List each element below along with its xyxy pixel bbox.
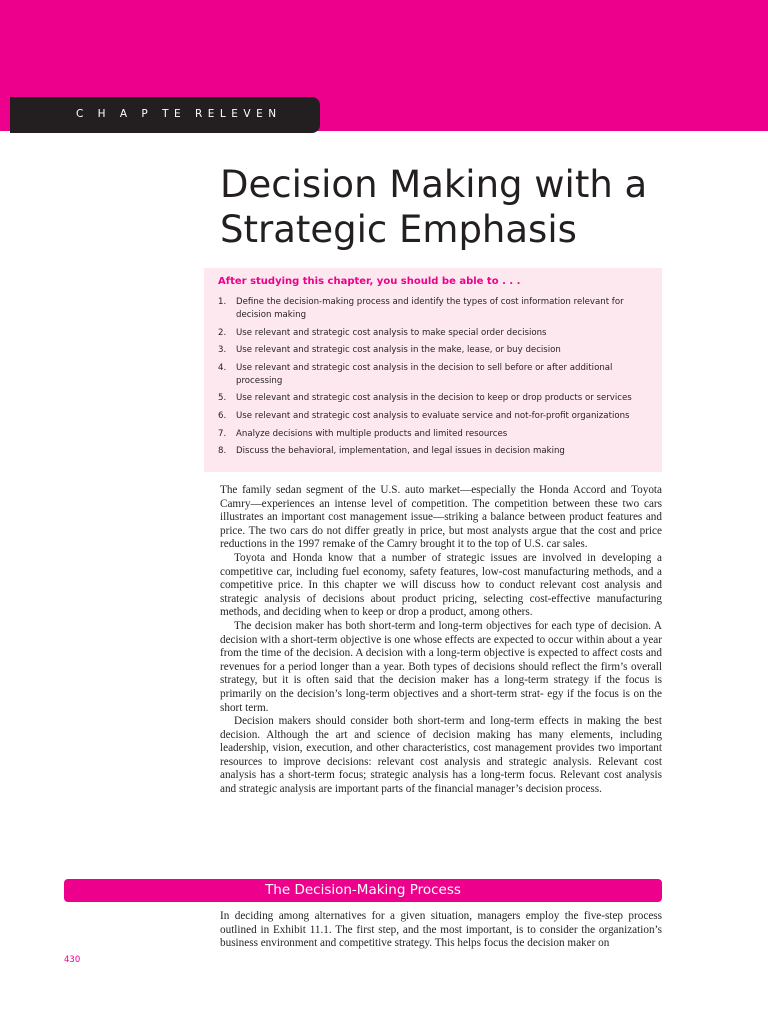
body-paragraph: The family sedan segment of the U.S. auto market—especially the Honda Accord and Toyota Camry—experiences an intense level of competition. The competition between these two cars illustrates an important cost management issue—striking a balance between product features and price. The two cars do not differ greatly in price, but most analysts argue that the cost and price reductions in the 1997 remake of the Camry brought it to the top of U.S. car sales.	[220, 484, 662, 551]
objectives-heading: After studying this chapter, you should be able to . . .	[218, 276, 521, 287]
objective-number: 1.	[218, 297, 227, 307]
objective-number: 6.	[218, 410, 227, 421]
objective-text: Define the decision-making process and identify the types of cost information relevant for decision making	[236, 297, 624, 320]
objective-text: Use relevant and strategic cost analysis to evaluate service and not-for-profit organizations	[236, 410, 630, 421]
objective-number: 2.	[218, 327, 227, 338]
objective-item	[218, 327, 650, 340]
objective-number: 7.	[218, 428, 227, 439]
objective-number: 4.	[218, 362, 227, 373]
objective-item	[218, 428, 650, 441]
chapter-label: C H A P TE RELEVEN	[76, 108, 282, 120]
objective-text: Use relevant and strategic cost analysis in the decision to keep or drop products or services	[236, 393, 632, 404]
objective-text: Discuss the behavioral, implementation, and legal issues in decision making	[236, 446, 565, 457]
chapter-title-line-1: Decision Making with a	[220, 163, 648, 206]
page-number: 430	[64, 955, 81, 965]
chapter-title	[220, 162, 740, 252]
objective-item	[218, 392, 650, 405]
section-heading: The Decision-Making Process	[265, 882, 461, 898]
objective-text: Analyze decisions with multiple products and limited resources	[236, 428, 508, 439]
objective-text: Use relevant and strategic cost analysis in the decision to sell before or after additional processing	[236, 362, 613, 386]
objective-text: Use relevant and strategic cost analysis to make special order decisions	[236, 327, 547, 338]
objective-item	[218, 362, 650, 388]
learning-objectives-box	[204, 268, 662, 472]
section-paragraph: In deciding among alternatives for a given situation, managers employ the five-step process outlined in Exhibit 11.1. The first step, and the most important, is to consider the organization’s business environment and competitive strategy. This helps focus the decision maker on	[220, 910, 662, 950]
chapter-title-line-2: Strategic Emphasis	[220, 208, 577, 251]
objective-item	[218, 344, 650, 357]
objectives-list	[218, 296, 650, 458]
objective-item	[218, 445, 650, 458]
body-paragraph: The decision maker has both short-term and long-term objectives for each type of decision. A decision with a short-term objective is one whose effects are expected to occur within about a year from the time of the decision. A decision with a long-term objective is expected to affect costs and revenues for a period longer than a year. Both types of decisions should reflect the firm’s overall strategy, but it is often said that the decision maker has a long-term strategy if the focus is primarily on the decision’s long-term objectives and a short-term strat- egy if the focus is on the short term.	[220, 619, 662, 714]
body-paragraph: Toyota and Honda know that a number of strategic issues are involved in developing a competitive car, including fuel economy, safety features, low-cost manufacturing methods, and a competitive price. In this chapter we will discuss how to conduct relevant cost analysis and strategic analysis of decisions about product pricing, selecting cost-effective manufacturing methods, and deciding when to keep or drop a product, among others.	[220, 551, 662, 619]
body-paragraph: Decision makers should consider both short-term and long-term effects in making the best decision. Although the art and science of decision making has many elements, including leadership, vision, execution, and other characteristics, cost management provides two important resources to improve decisions: relevant cost analysis and strategic analysis. Relevant cost analysis has a short-term focus; strategic analysis has a long-term focus. Relevant cost analysis and strategic analysis are important parts of the financial manager’s decision process.	[220, 715, 662, 796]
objective-item	[218, 410, 650, 423]
objective-number: 8.	[218, 446, 227, 457]
objective-item	[218, 296, 650, 322]
objective-number: 5.	[218, 393, 227, 404]
objective-number: 3.	[218, 345, 227, 356]
body-text	[220, 484, 662, 797]
objective-text: Use relevant and strategic cost analysis in the make, lease, or buy decision	[236, 345, 561, 356]
